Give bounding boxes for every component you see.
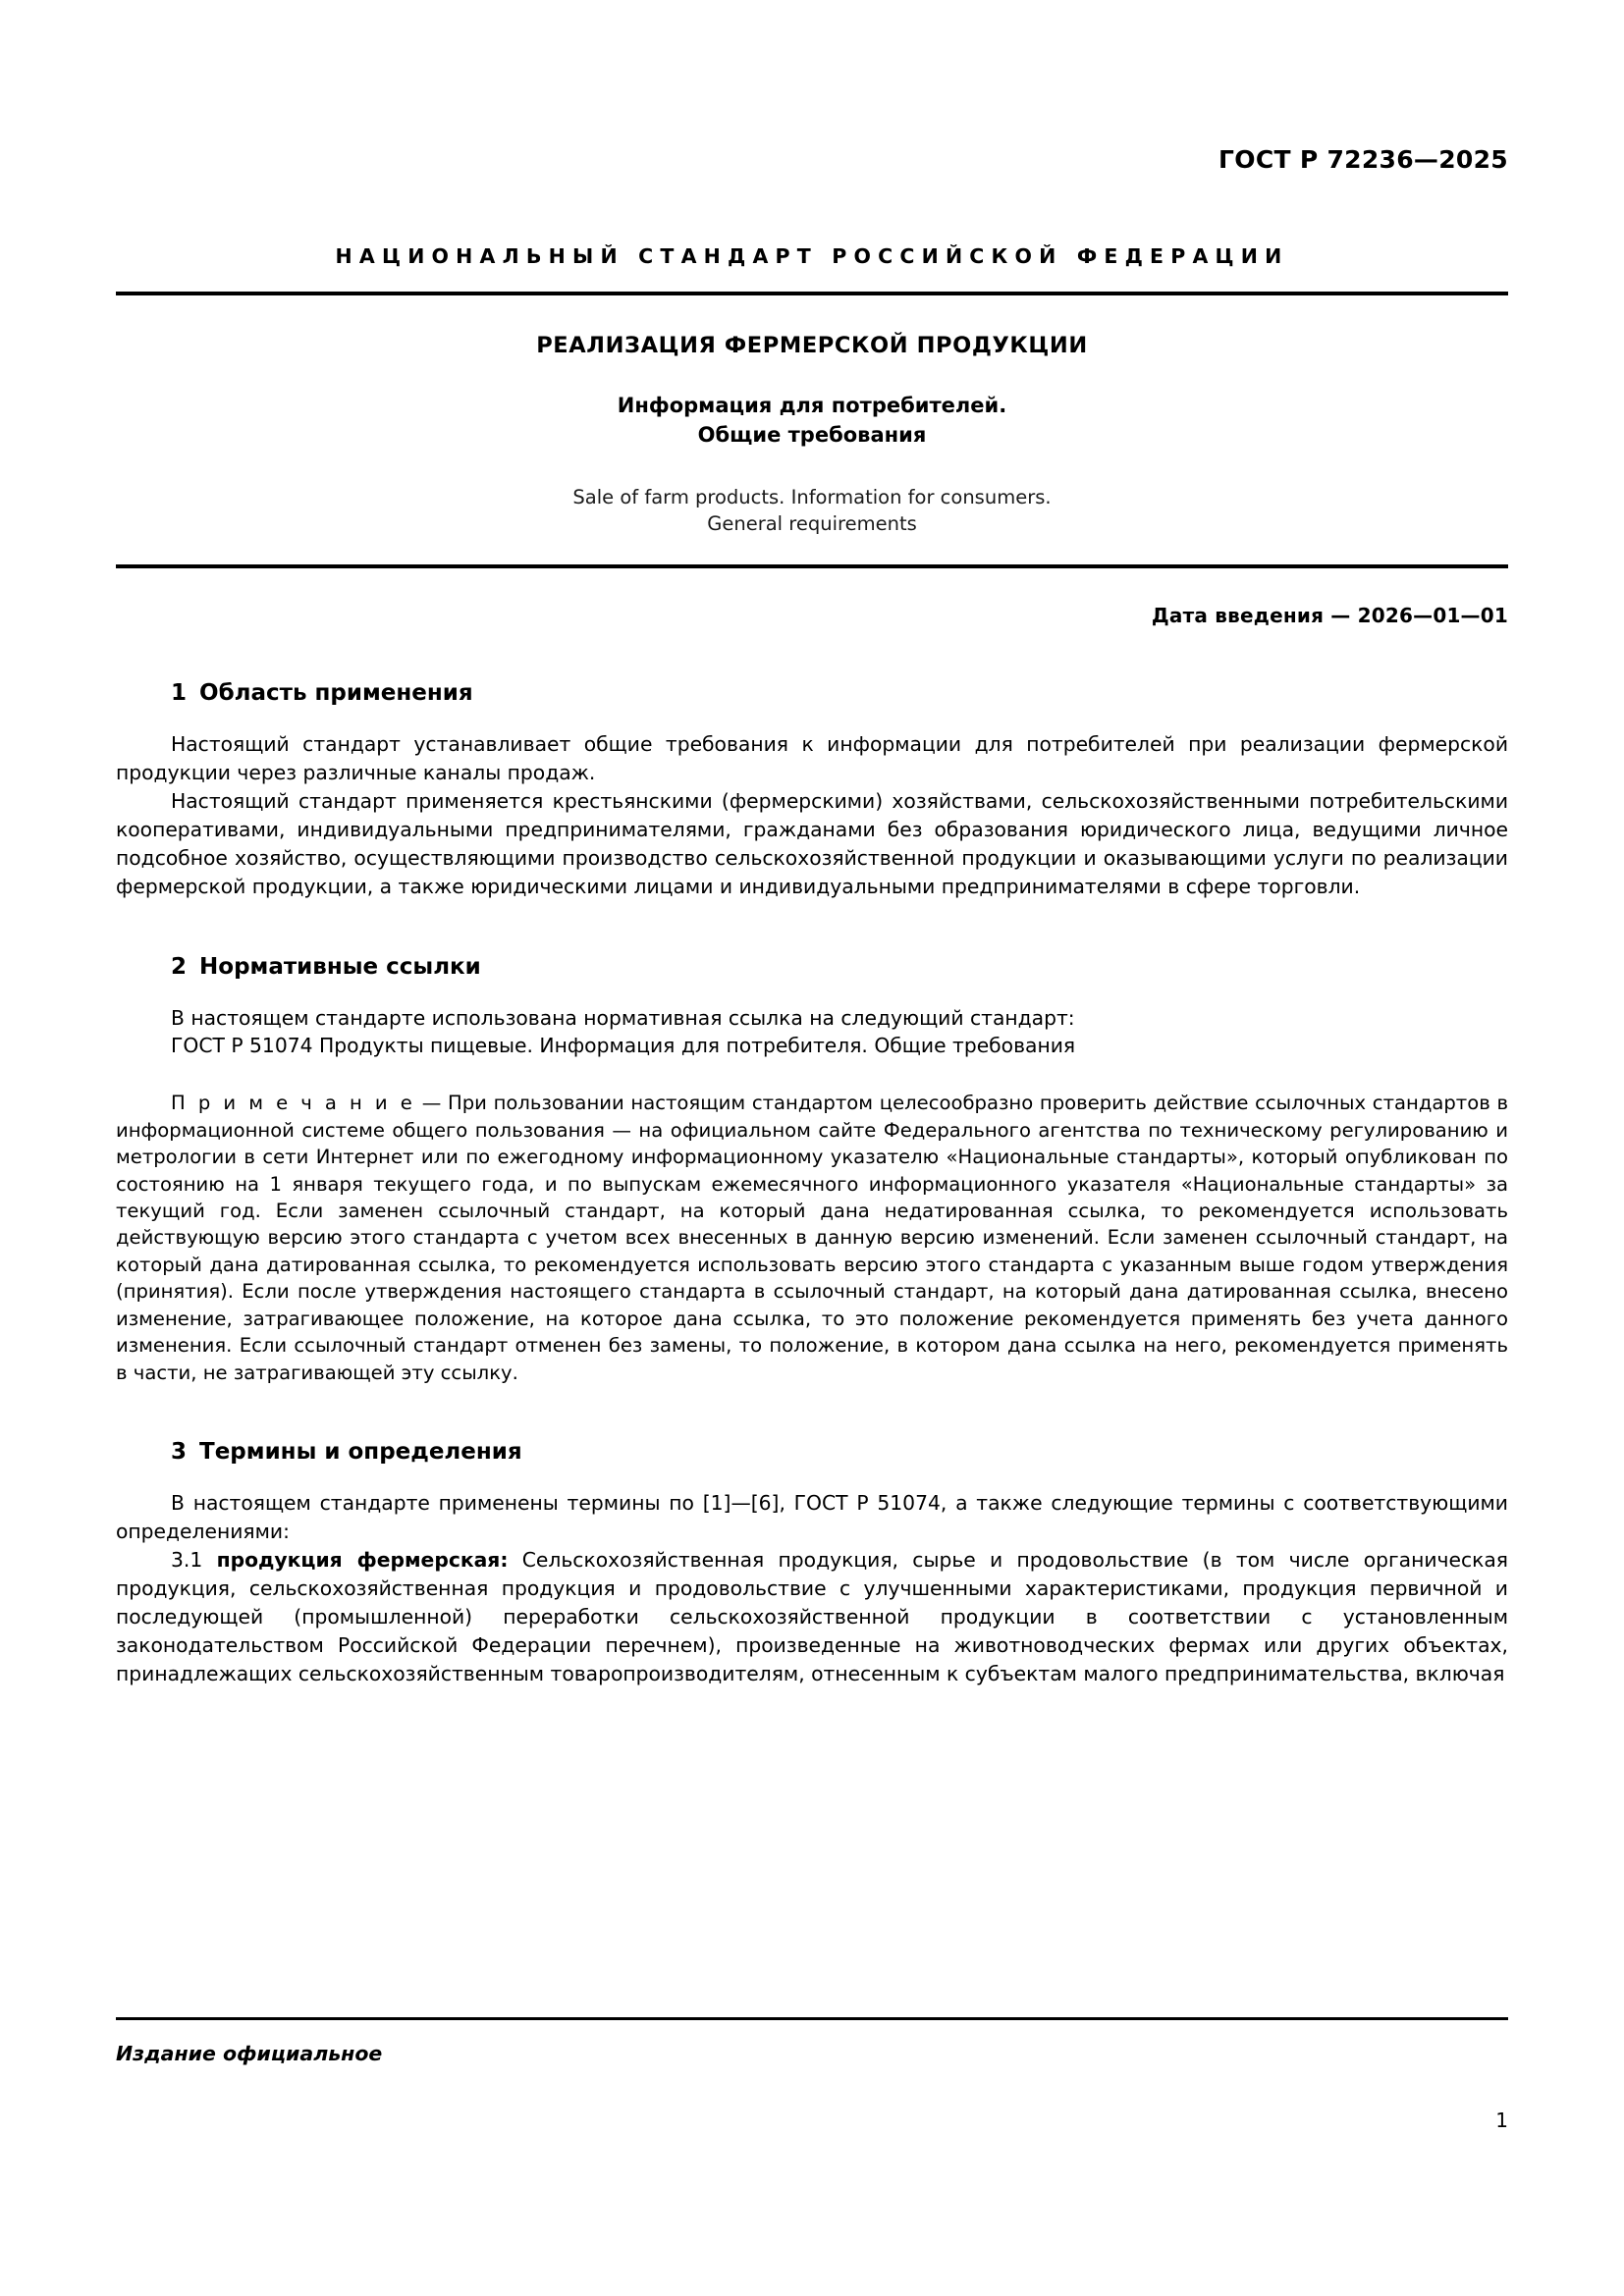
- effective-date: Дата введения — 2026—01—01: [1151, 604, 1508, 627]
- term-3-1: [116, 1546, 1508, 1688]
- term-number: 3.1: [171, 1547, 203, 1572]
- note-label: П р и м е ч а н и е: [171, 1092, 416, 1115]
- section-3-number: 3: [171, 1439, 188, 1466]
- section-1-paragraph-1: Настоящий стандарт устанавливает общие требования к информации для потребителей при реализации фермерской продукции через различные каналы продаж.: [116, 732, 1508, 784]
- section-1-paragraph-2: Настоящий стандарт применяется крестьянскими (фермерскими) хозяйствами, сельскохозяйственными потребительскими кооперативами, индивидуальными предпринимателями, гражданами без образования юридического лица, ведущими личное подсобное хозяйство, осуществляющими производство сельскохозяйственной продукции и оказывающими услуги по реализации фермерской продукции, а также юридическими лицами и индивидуальными предпринимателями в сфере торговли.: [116, 788, 1508, 898]
- section-2-reference: ГОСТ Р 51074 Продукты пищевые. Информация для потребителя. Общие требования: [171, 1034, 1076, 1058]
- section-3-paragraph-1: В настоящем стандарте применены термины по [1]—[6], ГОСТ Р 51074, а также следующие термины с соответствующими определениями:: [116, 1491, 1508, 1543]
- section-3-heading: [116, 1439, 1508, 1465]
- page-number: 1: [1495, 2109, 1508, 2132]
- section-3-title: Термины и определения: [199, 1439, 522, 1466]
- header-divider-bottom: [116, 564, 1508, 568]
- document-title-english: [116, 484, 1508, 538]
- section-1-number: 1: [171, 680, 188, 706]
- page-content: [116, 0, 1508, 1687]
- section-2-paragraph-1: В настоящем стандарте использована нормативная ссылка на следующий стандарт:: [171, 1005, 1075, 1030]
- section-2-number: 2: [171, 953, 188, 980]
- official-edition-label: Издание официальное: [116, 2042, 383, 2065]
- document-subtitle-line2: Общие требования: [697, 422, 927, 447]
- section-2-title: Нормативные ссылки: [199, 953, 481, 980]
- note-text: — При пользовании настоящим стандартом целесообразно проверить действие ссылочных стандартов в информационной системе общего пользования — на официальном сайте Федерального агентства по техническому регулированию и метрологии в сети Интернет или по ежегодному информационному указателю «Национальные стандарты», который опубликован по состоянию на 1 января текущего года, и по выпускам ежемесячного информационного указателя «Национальные стандарты» за текущий год. Если заменен ссылочный стандарт, на который дана недатированная ссылка, то рекомендуется использовать действующую версию этого стандарта с учетом всех внесенных в данную версию изменений. Если заменен ссылочный стандарт, на который дана датированная ссылка, то рекомендуется использовать версию этого стандарта с указанным выше годом утверждения (принятия). Если после утверждения настоящего стандарта в ссылочный стандарт, на который дана датированная ссылка, внесено изменение, затрагивающее положение, на которое дана ссылка, то это положение рекомендуется применять без учета данного изменения. Если ссылочный стандарт отменен без замены, то положение, в котором дана ссылка на него, рекомендуется применять в части, не затрагивающей эту ссылку.: [116, 1092, 1509, 1384]
- section-1-title: Область применения: [199, 680, 473, 706]
- document-title-english-line2: General requirements: [707, 512, 917, 536]
- document-code: ГОСТ Р 72236—2025: [1218, 145, 1508, 174]
- footer-divider: [116, 2017, 1508, 2020]
- term-definition: Сельскохозяйственная продукция, сырье и продовольствие (в том числе органическая продукция, сельскохозяйственная продукция и продовольствие с улучшенными характеристиками, продукция первичной и последующей (промышленной) переработки сельскохозяйственной продукции в соответствии с установленным законодательством Российской Федерации перечнем), произведенные на животноводческих фермах или других объектах, принадлежащих сельскохозяйственным товаропроизводителям, отнесенным к субъектам малого предпринимательства, включая: [116, 1547, 1509, 1685]
- section-1-heading: [116, 680, 1508, 706]
- document-subtitle-line1: Информация для потребителей.: [617, 394, 1007, 417]
- document-title-english-line1: Sale of farm products. Information for consumers.: [572, 485, 1052, 508]
- section-2-heading: [116, 954, 1508, 980]
- header-divider-top: [116, 292, 1508, 295]
- term-name: продукция фермерская:: [216, 1547, 509, 1572]
- document-subtitle: [116, 392, 1508, 451]
- national-standard-heading: НАЦИОНАЛЬНЫЙ СТАНДАРТ РОССИЙСКОЙ ФЕДЕРАЦИИ: [335, 244, 1289, 268]
- section-2-note: [116, 1090, 1508, 1386]
- document-title: РЕАЛИЗАЦИЯ ФЕРМЕРСКОЙ ПРОДУКЦИИ: [536, 333, 1088, 358]
